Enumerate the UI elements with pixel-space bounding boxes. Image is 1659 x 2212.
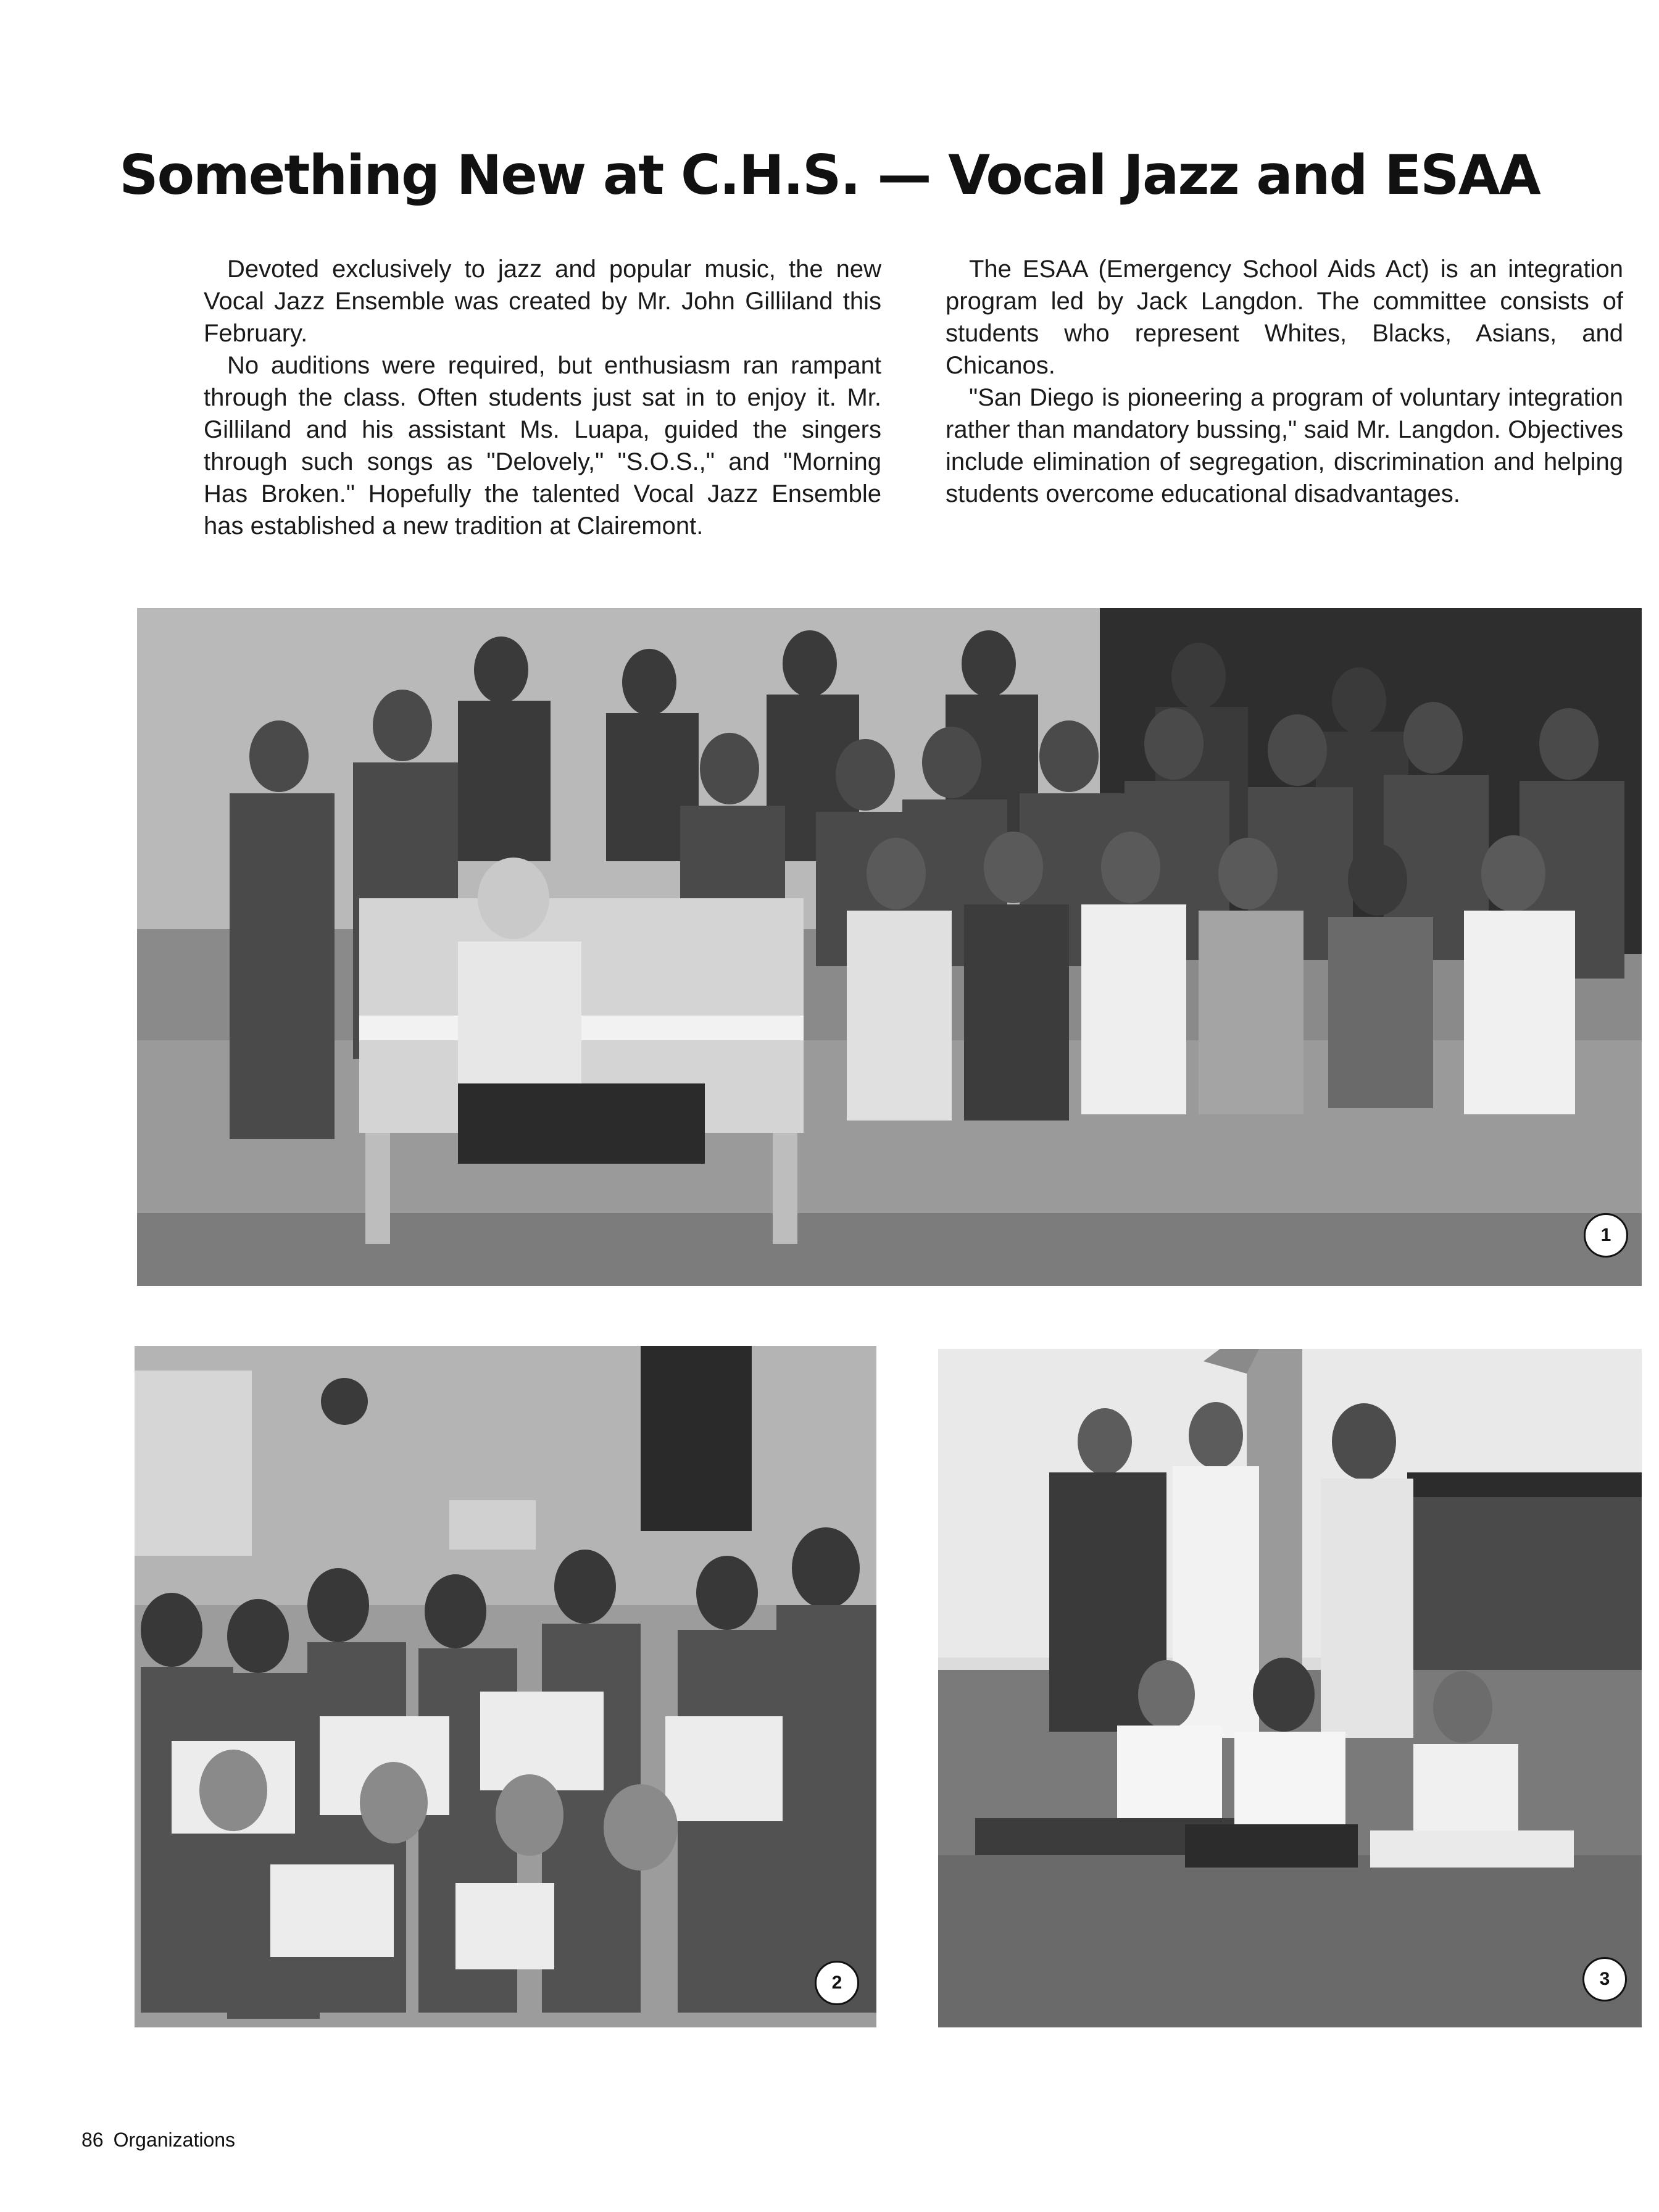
article-paragraph: The ESAA (Emergency School Aids Act) is an integration program led by Jack Langdon. The committee consists of students who represent Whites, Blacks, Asians, and Chicanos. <box>946 256 1623 379</box>
esaa-article <box>946 253 1623 510</box>
photo-number-badge: 1 <box>1584 1213 1628 1258</box>
article-paragraph: "San Diego is pioneering a program of voluntary integration rather than mandatory bussing," said Mr. Langdon. Objectives include elimination of segregation, discrimination and helping students overcome educational disadvantages. <box>946 384 1623 507</box>
section-name: Organizations <box>113 2129 236 2151</box>
photo-number-badge: 3 <box>1582 1957 1627 2001</box>
esaa-students-outdoors-photo <box>938 1349 1642 2027</box>
page-title: Something New at C.H.S. — Vocal Jazz and ESAA <box>119 143 1540 207</box>
photo-2-image <box>135 1346 876 2027</box>
vocal-jazz-article <box>204 253 881 542</box>
article-paragraph: Devoted exclusively to jazz and popular music, the new Vocal Jazz Ensemble was created by Mr. John Gilliland this February. <box>204 256 881 347</box>
group-photo-with-piano <box>137 608 1642 1286</box>
photo-number-badge: 2 <box>815 1961 859 2005</box>
photo-3-image <box>938 1349 1642 2027</box>
page-folio <box>81 2129 245 2151</box>
singers-with-sheet-music-photo <box>135 1346 876 2027</box>
photo-1-image <box>137 608 1642 1286</box>
page-number: 86 <box>81 2129 104 2151</box>
article-paragraph: No auditions were required, but enthusiasm ran rampant through the class. Often students just sat in to enjoy it. Mr. Gilliland and his assistant Ms. Luapa, guided the singers through such songs as "Delovely," "S.O.S.," and "Morning Has Broken." Hopefully the talented Vocal Jazz Ensemble has established a new tradition at Clairemont. <box>204 352 881 540</box>
